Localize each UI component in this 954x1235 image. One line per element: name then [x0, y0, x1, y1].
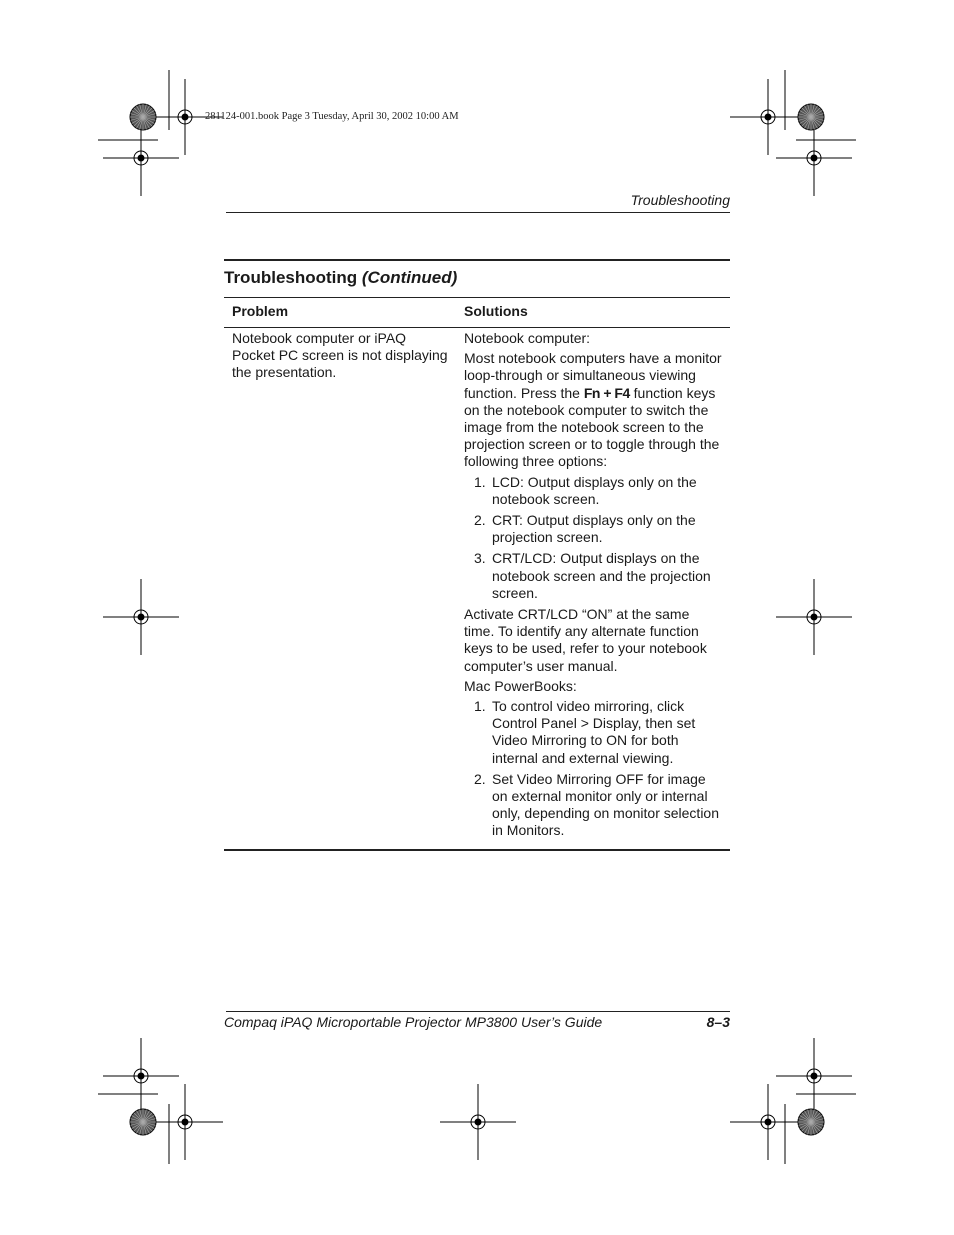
- list-item-number: 1.: [474, 698, 486, 715]
- table-bottom-rule: [224, 849, 730, 851]
- color-bar-disc-icon: [130, 104, 156, 130]
- table-header-bottom-rule: [224, 327, 730, 328]
- list-item-number: 3.: [474, 550, 486, 567]
- list-item: [464, 771, 722, 840]
- column-header-problem: Problem: [232, 303, 289, 319]
- print-slug: 281124-001.book Page 3 Tuesday, April 30, 2002 10:00 AM: [205, 111, 459, 122]
- registration-mark-icon: [730, 79, 806, 155]
- registration-mark-icon: [103, 1038, 179, 1114]
- list-item: [464, 512, 722, 546]
- list-item-number: 2.: [474, 512, 486, 529]
- registration-mark-icon: [776, 120, 852, 196]
- notebook-intro: [464, 350, 722, 470]
- notebook-intro-text: Most notebook computers have a monitor loop-through or simultaneous viewing function. Press the: [464, 350, 722, 401]
- mac-heading: Mac PowerBooks:: [464, 677, 577, 694]
- registration-mark-icon: [776, 1038, 852, 1114]
- footer-page-number: 8–3: [706, 1014, 730, 1030]
- table-header-top-rule: [224, 297, 730, 298]
- solutions-cell: [464, 330, 722, 844]
- section-title: [224, 268, 457, 288]
- list-item-text: Set Video Mirroring OFF for image on external monitor only or internal only, depending on monitor selection in Monitors.: [492, 770, 720, 839]
- problem-cell: Notebook computer or iPAQ Pocket PC screen is not displaying the presentation.: [232, 330, 448, 381]
- list-item-number: 2.: [474, 770, 486, 787]
- list-item: [464, 474, 722, 508]
- activate-note: Activate CRT/LCD “ON” at the same time. To identify any alternate function keys to be used, refer to your notebook computer’s user manual.: [464, 606, 707, 674]
- color-bar-disc-icon: [798, 1109, 824, 1135]
- mac-steps-list: [464, 698, 722, 840]
- list-item-text: LCD: Output displays only on the notebook screen.: [492, 473, 697, 507]
- list-item-text: To control video mirroring, click Control Panel > Display, then set Video Mirroring to ON for both internal and external viewing.: [492, 698, 696, 766]
- list-item-text: CRT/LCD: Output displays on the notebook screen and the projection screen.: [492, 550, 711, 601]
- section-title-suffix: (Continued): [361, 268, 458, 287]
- section-top-rule: [224, 259, 730, 261]
- color-bar-disc-icon: [798, 104, 824, 130]
- running-head: Troubleshooting: [630, 192, 730, 208]
- list-item-text: CRT: Output displays only on the projection screen.: [492, 512, 696, 546]
- color-bar-disc-icon: [130, 1109, 156, 1135]
- column-header-solutions: Solutions: [464, 303, 528, 319]
- notebook-options-list: [464, 474, 722, 602]
- list-item-number: 1.: [474, 473, 486, 490]
- registration-mark-icon: [147, 1084, 223, 1160]
- key-combo: Fn + F4: [583, 384, 630, 401]
- list-item: [464, 550, 722, 602]
- notebook-heading: Notebook computer:: [464, 330, 591, 346]
- footer-rule: [226, 1011, 730, 1012]
- registration-mark-icon: [776, 579, 852, 655]
- footer-guide-title: Compaq iPAQ Microportable Projector MP3800 User’s Guide: [224, 1014, 603, 1030]
- registration-mark-icon: [103, 120, 179, 196]
- list-item: [464, 698, 722, 767]
- registration-mark-icon: [440, 1084, 516, 1160]
- notebook-intro-text-continued: function keys on the notebook computer to switch the image from the notebook screen to the projection screen or to toggle through the following three options:: [464, 384, 720, 470]
- section-title-text: Troubleshooting: [224, 268, 358, 287]
- registration-mark-icon: [103, 579, 179, 655]
- registration-mark-icon: [730, 1084, 806, 1160]
- header-rule: [226, 212, 730, 213]
